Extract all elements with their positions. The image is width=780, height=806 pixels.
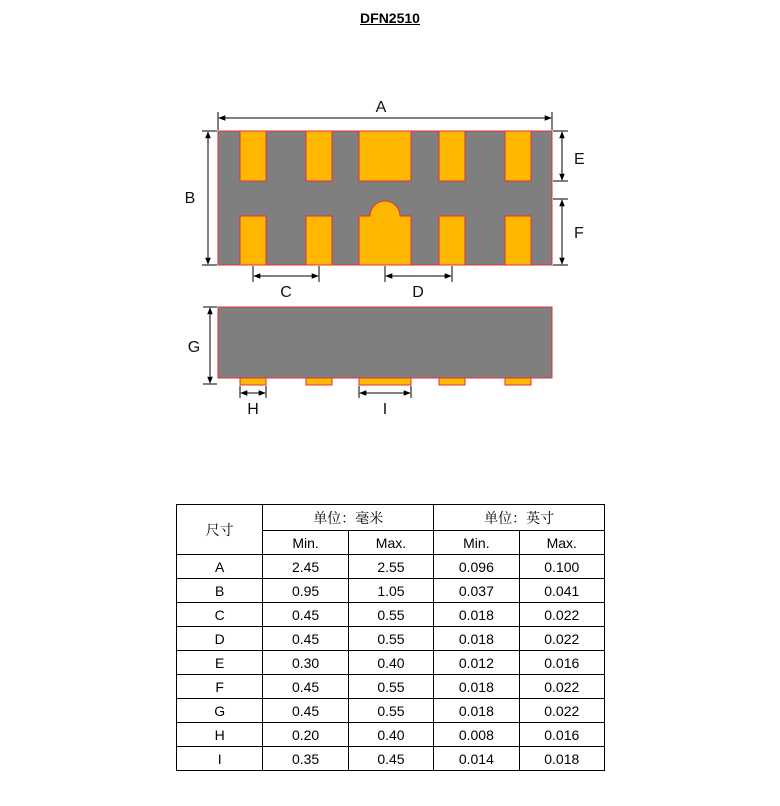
pad-top-4 (439, 131, 465, 181)
inch-max-cell: 0.022 (519, 627, 604, 651)
table-row (177, 627, 605, 651)
mm-max-cell: 0.40 (348, 651, 433, 675)
mm-max-header: Max. (348, 531, 433, 555)
label-i: I (382, 401, 388, 418)
table-row (177, 699, 605, 723)
mm-max-cell: 1.05 (348, 579, 433, 603)
mm-max-cell: 0.45 (348, 747, 433, 771)
inch-max-cell: 0.100 (519, 555, 604, 579)
table-row (177, 675, 605, 699)
pad-top-1 (240, 131, 266, 181)
mm-min-cell: 0.45 (263, 675, 348, 699)
inch-max-cell: 0.022 (519, 699, 604, 723)
pad-bottom-4 (439, 216, 465, 265)
inch-min-cell: 0.018 (434, 675, 519, 699)
pad-bottom-1 (240, 216, 266, 265)
dim-cell: E (177, 651, 263, 675)
mm-max-cell: 2.55 (348, 555, 433, 579)
dimensions-table (176, 504, 605, 771)
dim-cell: D (177, 627, 263, 651)
inch-max-header: Max. (519, 531, 604, 555)
lead-side-1 (240, 378, 266, 385)
mm-min-cell: 0.45 (263, 699, 348, 723)
inch-max-cell: 0.016 (519, 723, 604, 747)
mm-min-cell: 0.35 (263, 747, 348, 771)
dimension-g (203, 307, 217, 384)
size-header: 尺寸 (177, 505, 263, 555)
inch-max-cell: 0.022 (519, 603, 604, 627)
lead-side-2 (306, 378, 332, 385)
mm-min-cell: 0.30 (263, 651, 348, 675)
lead-side-3 (359, 378, 411, 385)
table-row (177, 651, 605, 675)
inch-min-header: Min. (434, 531, 519, 555)
pad-top-2 (306, 131, 332, 181)
dim-cell: H (177, 723, 263, 747)
mm-min-header: Min. (263, 531, 348, 555)
inch-max-cell: 0.022 (519, 675, 604, 699)
table-row (177, 579, 605, 603)
mm-min-cell: 2.45 (263, 555, 348, 579)
mm-max-cell: 0.55 (348, 627, 433, 651)
dim-cell: G (177, 699, 263, 723)
pad-top-5 (505, 131, 531, 181)
dim-cell: I (177, 747, 263, 771)
page-title: DFN2510 (360, 10, 420, 26)
mm-max-cell: 0.40 (348, 723, 433, 747)
label-a: A (375, 99, 387, 116)
inch-min-cell: 0.014 (434, 747, 519, 771)
dim-cell: B (177, 579, 263, 603)
label-c: C (280, 284, 292, 301)
pad-bottom-2 (306, 216, 332, 265)
label-f: F (574, 225, 584, 242)
mm-header: 单位：毫米 (263, 505, 434, 531)
dimension-i (359, 386, 411, 398)
dimension-h (240, 386, 266, 398)
dimension-e (553, 131, 568, 181)
inch-max-cell: 0.041 (519, 579, 604, 603)
label-g: G (187, 339, 201, 356)
inch-min-cell: 0.018 (434, 699, 519, 723)
table-row (177, 747, 605, 771)
top-view (218, 131, 552, 265)
label-b: B (184, 190, 196, 207)
inch-min-cell: 0.096 (434, 555, 519, 579)
mm-min-cell: 0.45 (263, 627, 348, 651)
side-view (218, 307, 552, 385)
table-row (177, 603, 605, 627)
mm-max-cell: 0.55 (348, 675, 433, 699)
table-row (177, 555, 605, 579)
inch-max-cell: 0.016 (519, 651, 604, 675)
mm-min-cell: 0.45 (263, 603, 348, 627)
mm-min-cell: 0.95 (263, 579, 348, 603)
mm-min-cell: 0.20 (263, 723, 348, 747)
label-d: D (412, 284, 424, 301)
dim-cell: C (177, 603, 263, 627)
lead-side-4 (439, 378, 465, 385)
inch-min-cell: 0.012 (434, 651, 519, 675)
inch-header: 单位：英寸 (434, 505, 605, 531)
dimension-c (253, 266, 319, 282)
inch-max-cell: 0.018 (519, 747, 604, 771)
label-h: H (247, 401, 259, 418)
dimension-b (202, 131, 217, 265)
label-e: E (574, 151, 585, 168)
dimension-f (553, 199, 568, 265)
inch-min-cell: 0.037 (434, 579, 519, 603)
inch-min-cell: 0.018 (434, 627, 519, 651)
inch-min-cell: 0.008 (434, 723, 519, 747)
mm-max-cell: 0.55 (348, 699, 433, 723)
package-body-side (218, 307, 552, 378)
dim-cell: A (177, 555, 263, 579)
inch-min-cell: 0.018 (434, 603, 519, 627)
table-row (177, 723, 605, 747)
lead-side-5 (505, 378, 531, 385)
pad-top-3 (359, 131, 411, 181)
dimension-d (385, 266, 452, 282)
pad-bottom-5 (505, 216, 531, 265)
dim-cell: F (177, 675, 263, 699)
mm-max-cell: 0.55 (348, 603, 433, 627)
